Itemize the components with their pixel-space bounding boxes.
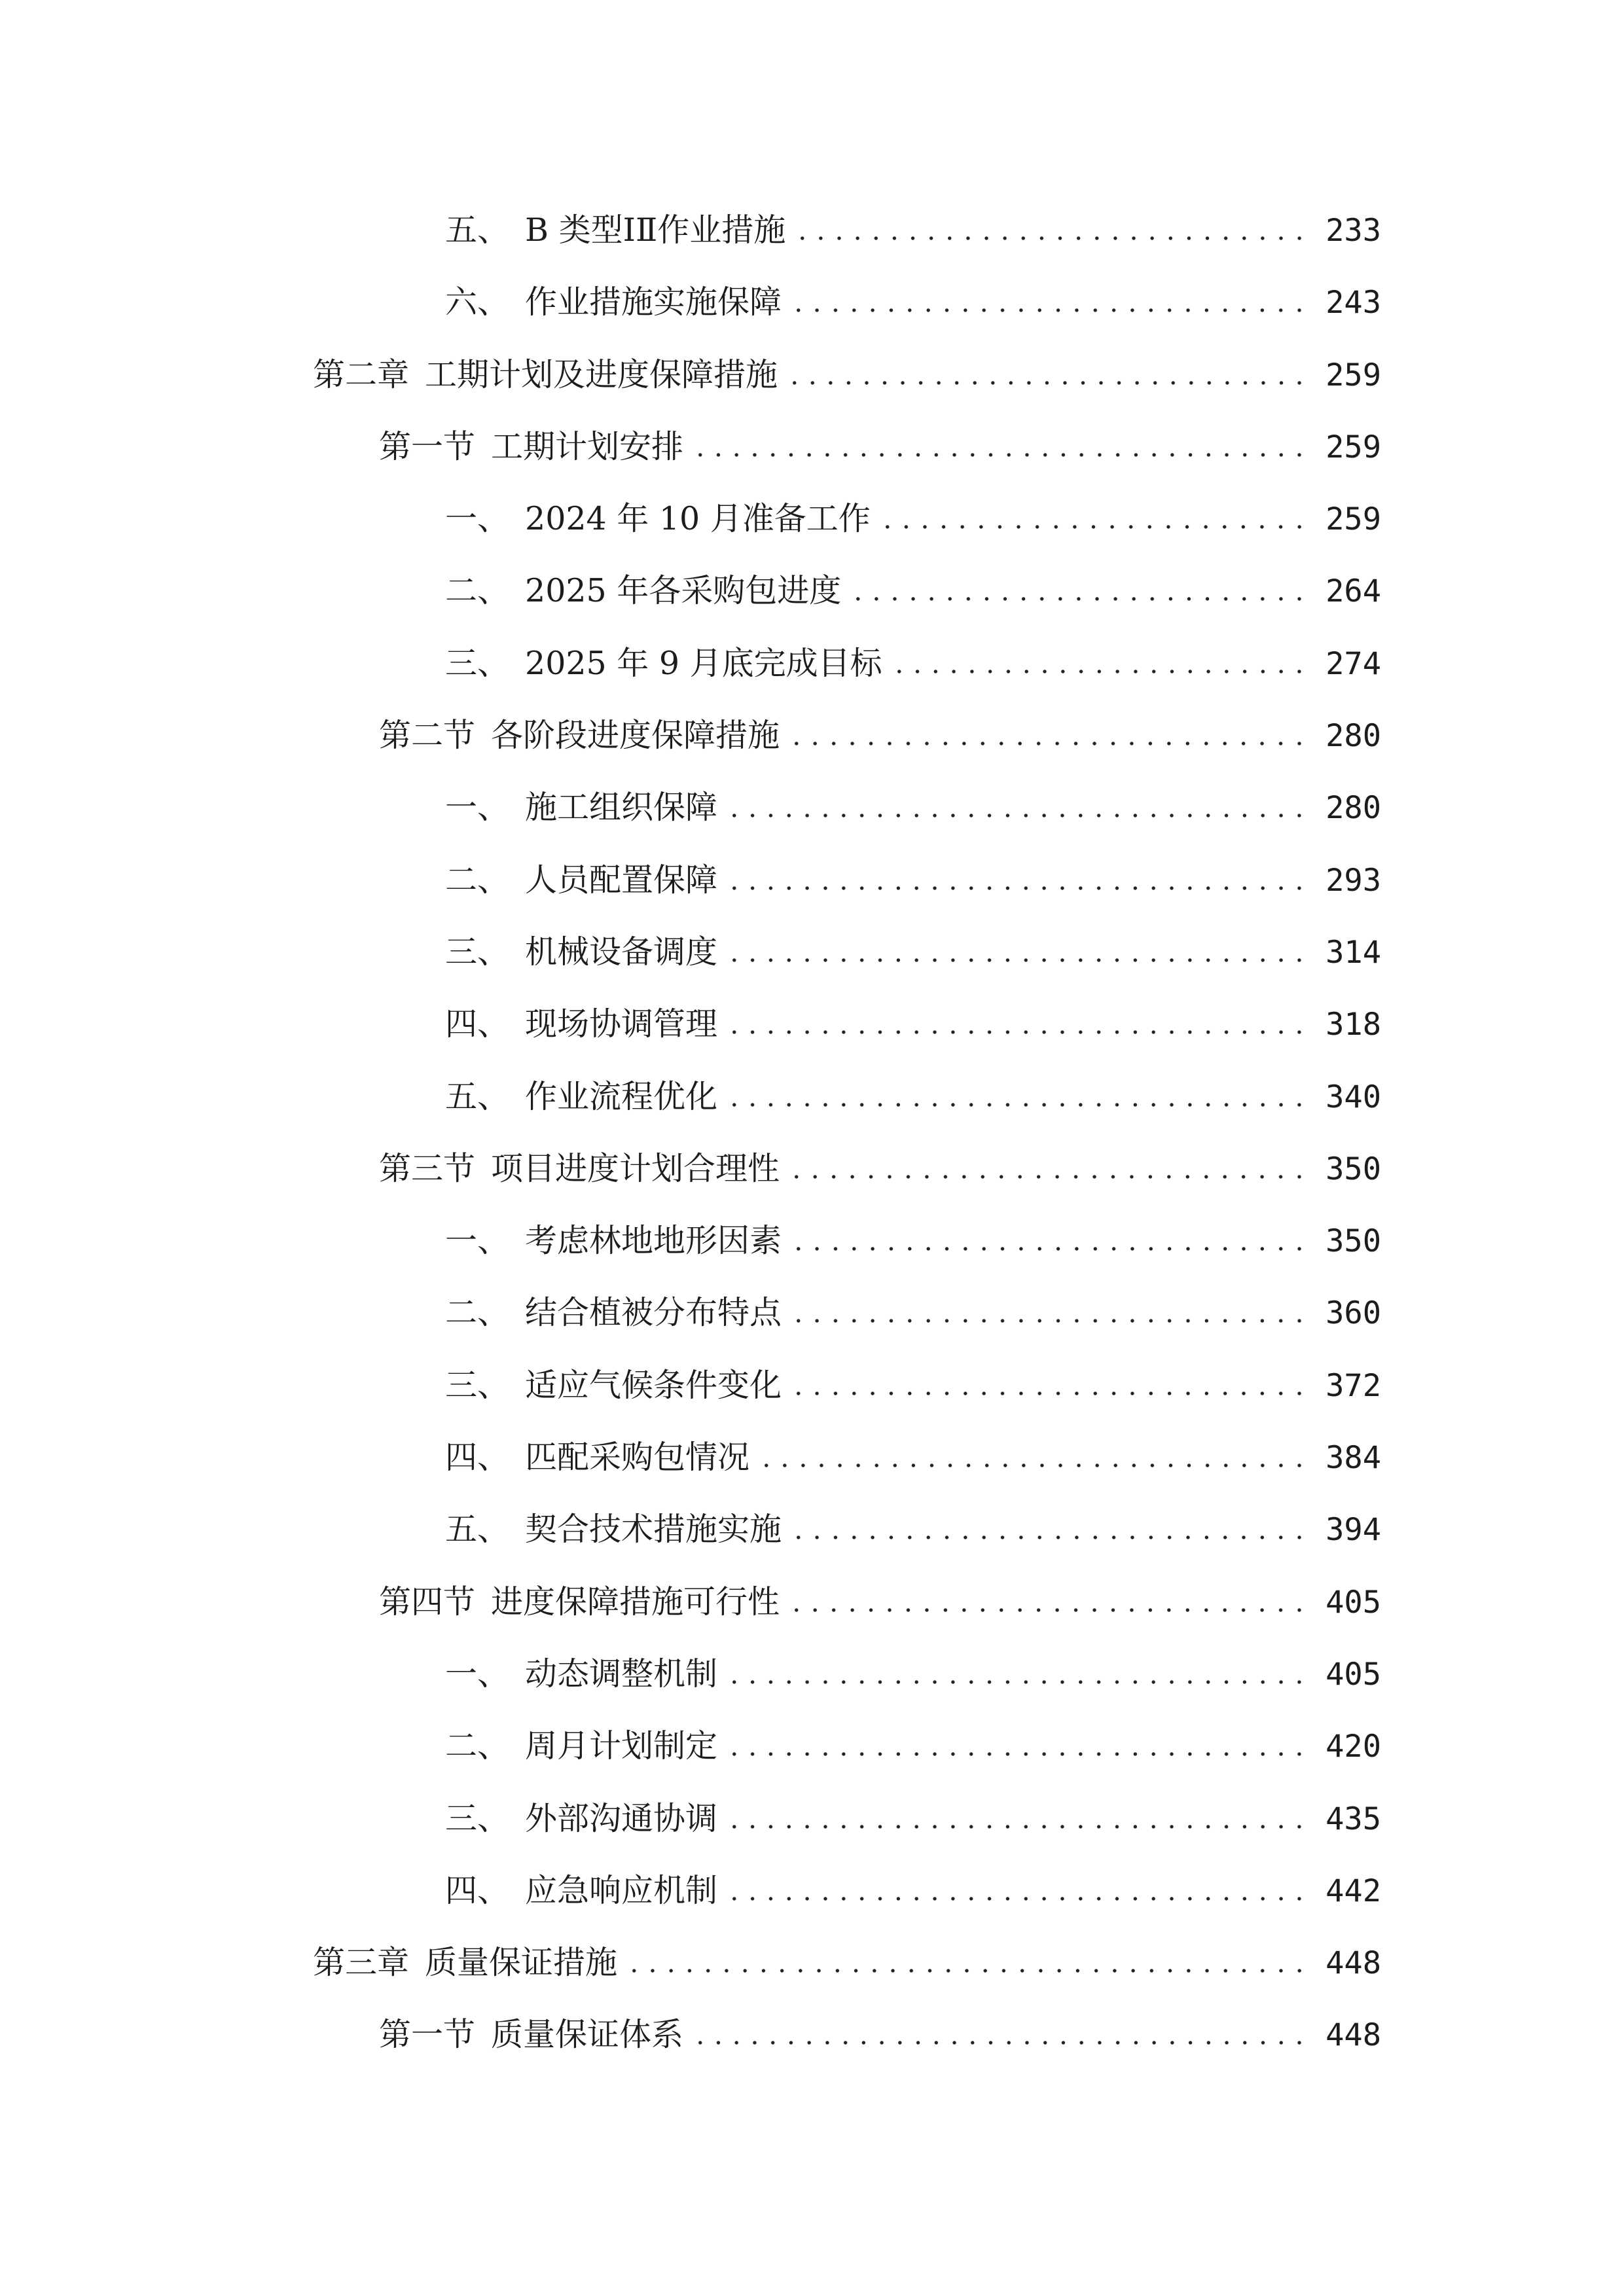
toc-entry-number: 五、	[445, 1077, 510, 1115]
dot-leader	[725, 1679, 1308, 1685]
toc-item-entry	[313, 1350, 1381, 1422]
toc-section-entry	[313, 1566, 1381, 1638]
toc-entry-page-number: 243	[1326, 285, 1381, 321]
dot-leader	[789, 1318, 1308, 1323]
dot-leader	[878, 524, 1308, 529]
toc-entry-page-number: 340	[1326, 1079, 1381, 1115]
dot-leader	[625, 1968, 1308, 1973]
dot-leader	[725, 1102, 1308, 1107]
toc-chapter-number: 第二章	[313, 355, 410, 393]
toc-entry-title: 周月计划制定	[525, 1727, 718, 1765]
toc-item-entry	[313, 628, 1381, 700]
dot-leader	[725, 1896, 1308, 1901]
toc-entry-number: 二、	[445, 861, 510, 899]
toc-entry-title: 机械设备调度	[525, 933, 718, 971]
dot-leader	[787, 741, 1308, 746]
toc-item-entry	[313, 555, 1381, 627]
toc-item-entry	[313, 988, 1381, 1060]
toc-item-entry	[313, 266, 1381, 338]
toc-entry-page-number: 448	[1326, 1945, 1381, 1982]
toc-entry-title: 作业流程优化	[525, 1077, 718, 1115]
toc-entry-title: 现场协调管理	[525, 1005, 718, 1043]
dot-leader	[757, 1463, 1308, 1468]
toc-entry-number: 四、	[445, 1005, 510, 1043]
toc-item-entry	[313, 1494, 1381, 1566]
toc-entry-page-number: 350	[1326, 1151, 1381, 1187]
toc-entry-number: 五、	[445, 211, 510, 249]
toc-entry-page-number: 442	[1326, 1873, 1381, 1909]
dot-leader	[789, 1535, 1308, 1540]
toc-item-entry	[313, 916, 1381, 988]
dot-leader	[789, 308, 1308, 313]
dot-leader	[725, 886, 1308, 891]
toc-section-number: 第二节	[379, 717, 476, 755]
toc-section-number: 第一节	[379, 427, 476, 465]
toc-entry-page-number: 318	[1326, 1007, 1381, 1043]
toc-entry-page-number: 233	[1326, 213, 1381, 249]
toc-entry-title: 结合植被分布特点	[525, 1294, 782, 1332]
toc-section-title: 工期计划安排	[491, 427, 684, 465]
toc-section-number: 第一节	[379, 2016, 476, 2054]
toc-entry-number: 一、	[445, 1655, 510, 1693]
toc-chapter-entry	[313, 339, 1381, 411]
toc-entry-page-number: 448	[1326, 2017, 1381, 2054]
toc-entry-title: 2024 年 10 月准备工作	[525, 500, 871, 538]
dot-leader	[793, 236, 1308, 241]
toc-entry-number: 三、	[445, 644, 510, 682]
toc-entry-page-number: 259	[1326, 357, 1381, 393]
toc-entry-page-number: 394	[1326, 1512, 1381, 1549]
dot-leader	[725, 1824, 1308, 1829]
toc-entry-title: 2025 年各采购包进度	[525, 572, 842, 610]
toc-entry-title: 契合技术措施实施	[525, 1511, 782, 1549]
toc-item-entry	[313, 1855, 1381, 1927]
toc-entry-number: 二、	[445, 572, 510, 610]
toc-entry-page-number: 372	[1326, 1367, 1381, 1404]
toc-chapter-entry	[313, 1927, 1381, 1999]
toc-entry-page-number: 350	[1326, 1223, 1381, 1260]
toc-entry-page-number: 314	[1326, 934, 1381, 971]
toc-entry-page-number: 259	[1326, 501, 1381, 538]
dot-leader	[725, 1751, 1308, 1757]
toc-item-entry	[313, 1277, 1381, 1349]
toc-entry-number: 四、	[445, 1439, 510, 1477]
toc-section-number: 第三节	[379, 1149, 476, 1187]
toc-entry-page-number: 274	[1326, 645, 1381, 682]
toc-entry-title: 施工组织保障	[525, 789, 718, 827]
dot-leader	[890, 669, 1308, 674]
toc-entry-number: 六、	[445, 283, 510, 321]
toc-entry-number: 三、	[445, 1366, 510, 1404]
toc-entry-number: 一、	[445, 1222, 510, 1260]
dot-leader	[849, 596, 1308, 601]
dot-leader	[725, 958, 1308, 963]
toc-entry-title: 适应气候条件变化	[525, 1366, 782, 1404]
toc-item-entry	[313, 1061, 1381, 1133]
toc-entry-page-number: 264	[1326, 573, 1381, 610]
toc-item-entry	[313, 844, 1381, 916]
toc-entry-title: 外部沟通协调	[525, 1799, 718, 1837]
toc-entry-number: 一、	[445, 789, 510, 827]
dot-leader	[691, 452, 1308, 457]
dot-leader	[787, 1174, 1308, 1179]
toc-entry-page-number: 293	[1326, 862, 1381, 899]
toc-entry-title: 作业措施实施保障	[525, 283, 782, 321]
toc-section-entry	[313, 1999, 1381, 2071]
toc-chapter-title: 质量保证措施	[425, 1944, 618, 1982]
toc-section-title: 进度保障措施可行性	[491, 1583, 780, 1621]
toc-item-entry	[313, 1205, 1381, 1277]
toc-entry-number: 五、	[445, 1511, 510, 1549]
toc-entry-page-number: 420	[1326, 1729, 1381, 1765]
toc-section-number: 第四节	[379, 1583, 476, 1621]
toc-chapter-title: 工期计划及进度保障措施	[425, 355, 778, 393]
toc-item-entry	[313, 1638, 1381, 1710]
table-of-contents	[313, 194, 1381, 2072]
toc-entry-title: B 类型ⅠⅡ作业措施	[525, 211, 786, 249]
toc-section-entry	[313, 1133, 1381, 1205]
toc-entry-page-number: 360	[1326, 1295, 1381, 1332]
dot-leader	[785, 380, 1308, 386]
toc-entry-number: 三、	[445, 933, 510, 971]
toc-chapter-number: 第三章	[313, 1944, 410, 1982]
toc-entry-title: 人员配置保障	[525, 861, 718, 899]
toc-section-entry	[313, 411, 1381, 483]
toc-entry-number: 一、	[445, 500, 510, 538]
toc-entry-title: 应急响应机制	[525, 1871, 718, 1909]
toc-entry-title: 动态调整机制	[525, 1655, 718, 1693]
dot-leader	[691, 2040, 1308, 2045]
dot-leader	[789, 1246, 1308, 1251]
toc-section-title: 质量保证体系	[491, 2016, 684, 2054]
toc-entry-page-number: 280	[1326, 718, 1381, 755]
toc-entry-page-number: 280	[1326, 790, 1381, 827]
dot-leader	[787, 1607, 1308, 1613]
toc-item-entry	[313, 772, 1381, 844]
toc-entry-number: 二、	[445, 1294, 510, 1332]
toc-entry-page-number: 435	[1326, 1801, 1381, 1837]
toc-entry-title: 考虑林地地形因素	[525, 1222, 782, 1260]
toc-item-entry	[313, 483, 1381, 555]
toc-entry-page-number: 405	[1326, 1584, 1381, 1621]
toc-item-entry	[313, 1710, 1381, 1782]
toc-section-title: 各阶段进度保障措施	[491, 717, 780, 755]
dot-leader	[725, 813, 1308, 818]
toc-entry-number: 三、	[445, 1799, 510, 1837]
toc-entry-title: 匹配采购包情况	[525, 1439, 750, 1477]
toc-item-entry	[313, 1783, 1381, 1855]
dot-leader	[725, 1030, 1308, 1035]
toc-entry-page-number: 384	[1326, 1440, 1381, 1477]
toc-section-entry	[313, 700, 1381, 772]
toc-entry-page-number: 259	[1326, 429, 1381, 465]
toc-item-entry	[313, 1422, 1381, 1494]
dot-leader	[789, 1391, 1308, 1396]
toc-entry-title: 2025 年 9 月底完成目标	[525, 644, 882, 682]
toc-section-title: 项目进度计划合理性	[491, 1149, 780, 1187]
toc-entry-page-number: 405	[1326, 1656, 1381, 1693]
toc-entry-number: 二、	[445, 1727, 510, 1765]
toc-item-entry	[313, 194, 1381, 266]
toc-entry-number: 四、	[445, 1871, 510, 1909]
